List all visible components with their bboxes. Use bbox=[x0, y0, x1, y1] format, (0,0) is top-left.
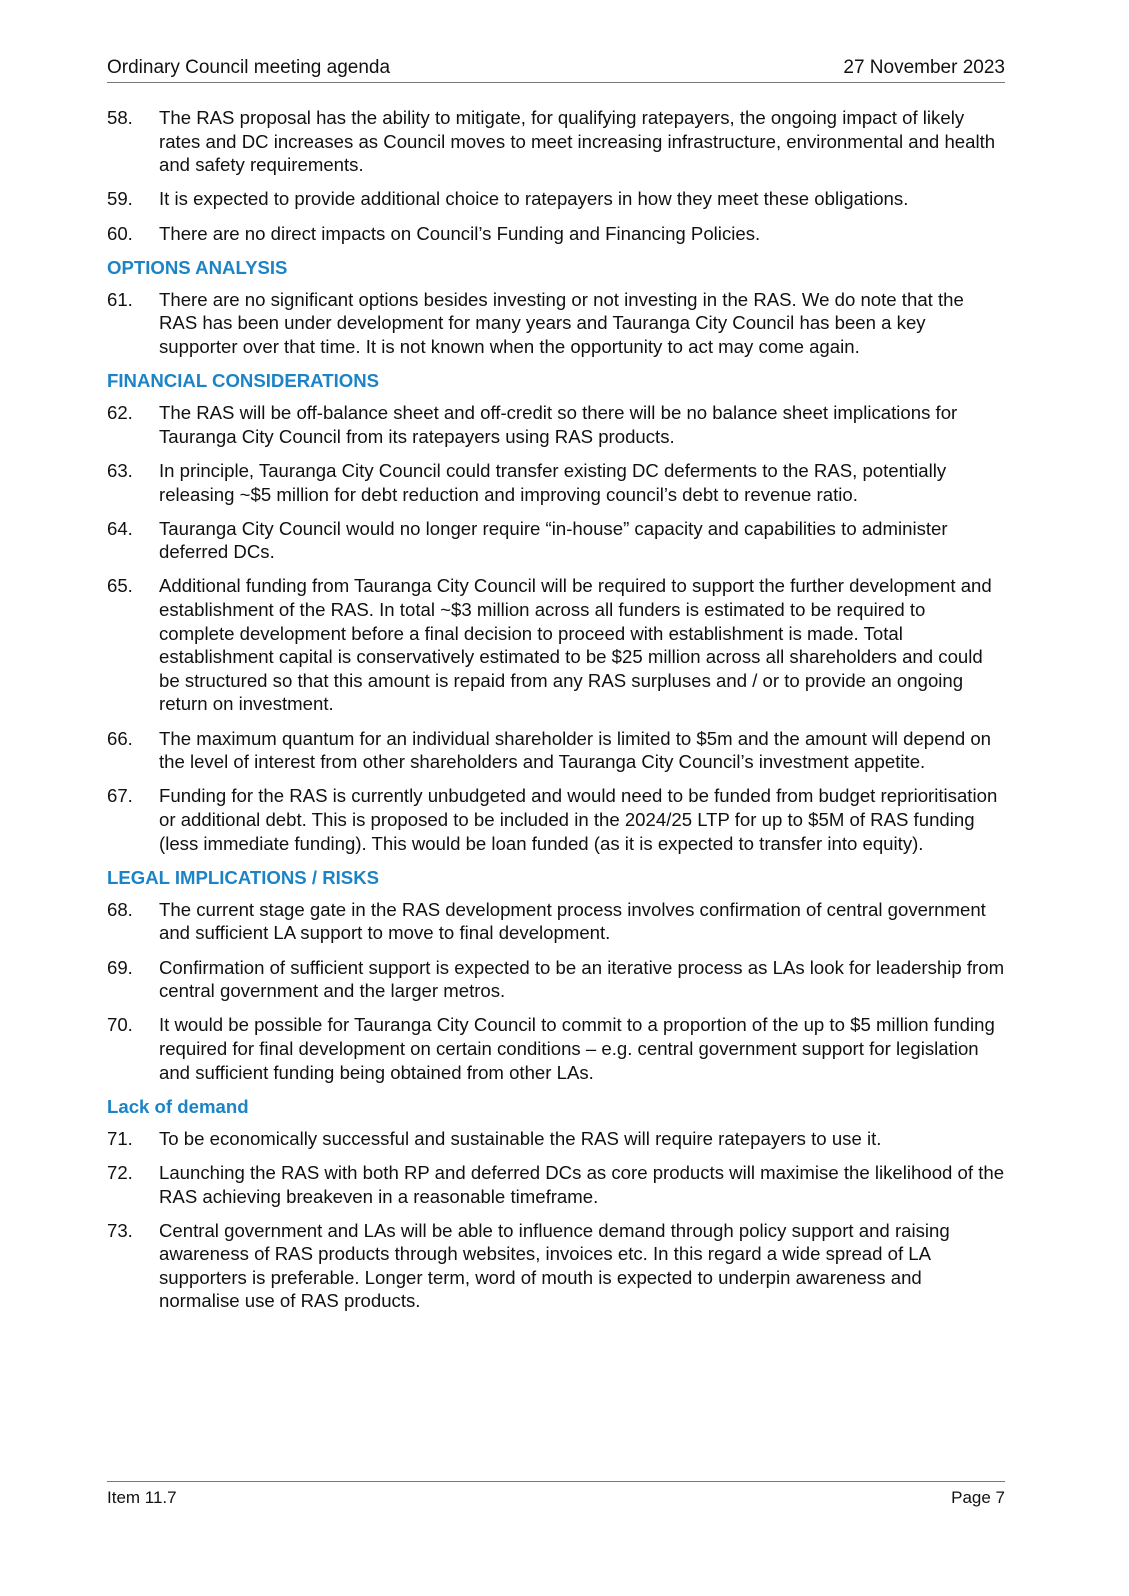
paragraph-text: In principle, Tauranga City Council could transfer existing DC deferments to the RAS, potentially releasing ~$5 million for debt reduction and improving council’s debt to revenue ratio. bbox=[159, 459, 947, 505]
section-heading-options-analysis: OPTIONS ANALYSIS bbox=[107, 256, 288, 278]
paragraph-number: 67. bbox=[107, 785, 133, 807]
paragraph-70 bbox=[107, 1013, 1005, 1084]
paragraph-number: 59. bbox=[107, 188, 133, 210]
paragraph-number: 69. bbox=[107, 956, 133, 978]
document-body bbox=[107, 106, 1005, 1324]
paragraph-text: There are no direct impacts on Council’s Funding and Financing Policies. bbox=[159, 222, 761, 244]
document-title: Ordinary Council meeting agenda bbox=[107, 57, 391, 78]
paragraph-63 bbox=[107, 459, 1005, 506]
paragraph-text: Additional funding from Tauranga City Council will be required to support the further development and establishment of the RAS. In total ~$3 million across all funders is estimated to be required to complete development before a final decision to proceed with establishment is made. Total establishment capital is conservatively estimated to be $25 million across all shareholders and could be structured so that this amount is repaid from any RAS surpluses and / or to provide an ongoing return on investment. bbox=[159, 575, 992, 715]
paragraph-text: The maximum quantum for an individual shareholder is limited to $5m and the amount will depend on the level of interest from other shareholders and Tauranga City Council’s investment appetite. bbox=[159, 727, 992, 773]
paragraph-text: Funding for the RAS is currently unbudgeted and would need to be funded from budget reprioritisation or additional debt. This is proposed to be included in the 2024/25 LTP for up to $5M of RAS funding (less immediate funding). This would be loan funded (as it is expected to transfer into equity). bbox=[159, 785, 998, 854]
paragraph-text: It is expected to provide additional choice to ratepayers in how they meet these obligations. bbox=[159, 188, 909, 210]
paragraph-text: There are no significant options besides investing or not investing in the RAS. We do note that the RAS has been under development for many years and Tauranga City Council has been a key supporter over that time. It is not known when the opportunity to act may come again. bbox=[159, 288, 964, 357]
paragraph-61 bbox=[107, 288, 1005, 359]
paragraph-number: 60. bbox=[107, 222, 133, 244]
paragraph-71 bbox=[107, 1127, 1005, 1151]
paragraph-73 bbox=[107, 1219, 1005, 1313]
paragraph-text: The RAS will be off-balance sheet and off-credit so there will be no balance sheet implications for Tauranga City Council from its ratepayers using RAS products. bbox=[159, 402, 958, 447]
paragraph-number: 70. bbox=[107, 1014, 133, 1036]
page-header bbox=[107, 56, 1005, 83]
paragraph-number: 71. bbox=[107, 1127, 133, 1149]
paragraph-text: To be economically successful and sustainable the RAS will require ratepayers to use it. bbox=[159, 1127, 882, 1149]
paragraph-number: 63. bbox=[107, 459, 133, 481]
paragraph-text: The RAS proposal has the ability to mitigate, for qualifying ratepayers, the ongoing impact of likely rates and DC increases as Council moves to meet increasing infrastructure, environmental and health and safety requirements. bbox=[159, 107, 996, 176]
meeting-date: 27 November 2023 bbox=[843, 57, 1005, 78]
paragraph-number: 65. bbox=[107, 575, 133, 597]
paragraph-66 bbox=[107, 727, 1005, 774]
paragraph-text: Launching the RAS with both RP and deferred DCs as core products will maximise the likelihood of the RAS achieving breakeven in a reasonable timeframe. bbox=[159, 1161, 1005, 1207]
paragraph-text: Tauranga City Council would no longer require “in-house” capacity and capabilities to administer deferred DCs. bbox=[159, 517, 948, 563]
agenda-item-number: Item 11.7 bbox=[107, 1488, 177, 1507]
paragraph-number: 73. bbox=[107, 1219, 133, 1241]
paragraph-number: 72. bbox=[107, 1161, 133, 1183]
paragraph-69 bbox=[107, 956, 1005, 1003]
paragraph-number: 62. bbox=[107, 402, 133, 424]
paragraph-65 bbox=[107, 574, 1005, 716]
section-heading-legal-implications: LEGAL IMPLICATIONS / RISKS bbox=[107, 866, 380, 888]
paragraph-60 bbox=[107, 222, 1005, 246]
paragraph-62 bbox=[107, 401, 1005, 448]
section-heading-financial-considerations: FINANCIAL CONSIDERATIONS bbox=[107, 370, 380, 392]
paragraph-text: Central government and LAs will be able to influence demand through policy support and raising awareness of RAS products through websites, invoices etc. In this regard a wide spread of LA supporters is preferable. Longer term, word of mouth is expected to underpin awareness and normalise use of RAS products. bbox=[159, 1219, 950, 1312]
paragraph-number: 58. bbox=[107, 107, 133, 128]
paragraph-text: It would be possible for Tauranga City Council to commit to a proportion of the up to $5 million funding required for final development on certain conditions – e.g. central government support for legislation and sufficient funding being obtained from other LAs. bbox=[159, 1014, 995, 1083]
paragraph-number: 61. bbox=[107, 288, 133, 310]
paragraph-68 bbox=[107, 898, 1005, 945]
paragraph-text: The current stage gate in the RAS development process involves confirmation of central government and sufficient LA support to move to final development. bbox=[159, 898, 986, 944]
paragraph-number: 64. bbox=[107, 517, 133, 539]
subsection-heading-lack-of-demand: Lack of demand bbox=[107, 1095, 249, 1117]
paragraph-text: Confirmation of sufficient support is expected to be an iterative process as LAs look for leadership from central government and the larger metros. bbox=[159, 956, 1005, 1002]
paragraph-58 bbox=[107, 106, 1005, 177]
paragraph-72 bbox=[107, 1161, 1005, 1208]
paragraph-64 bbox=[107, 517, 1005, 564]
paragraph-59 bbox=[107, 187, 1005, 211]
page-footer bbox=[107, 1481, 1005, 1507]
page-number: Page 7 bbox=[951, 1488, 1005, 1507]
paragraph-67 bbox=[107, 784, 1005, 855]
paragraph-number: 68. bbox=[107, 898, 133, 920]
paragraph-number: 66. bbox=[107, 727, 133, 749]
